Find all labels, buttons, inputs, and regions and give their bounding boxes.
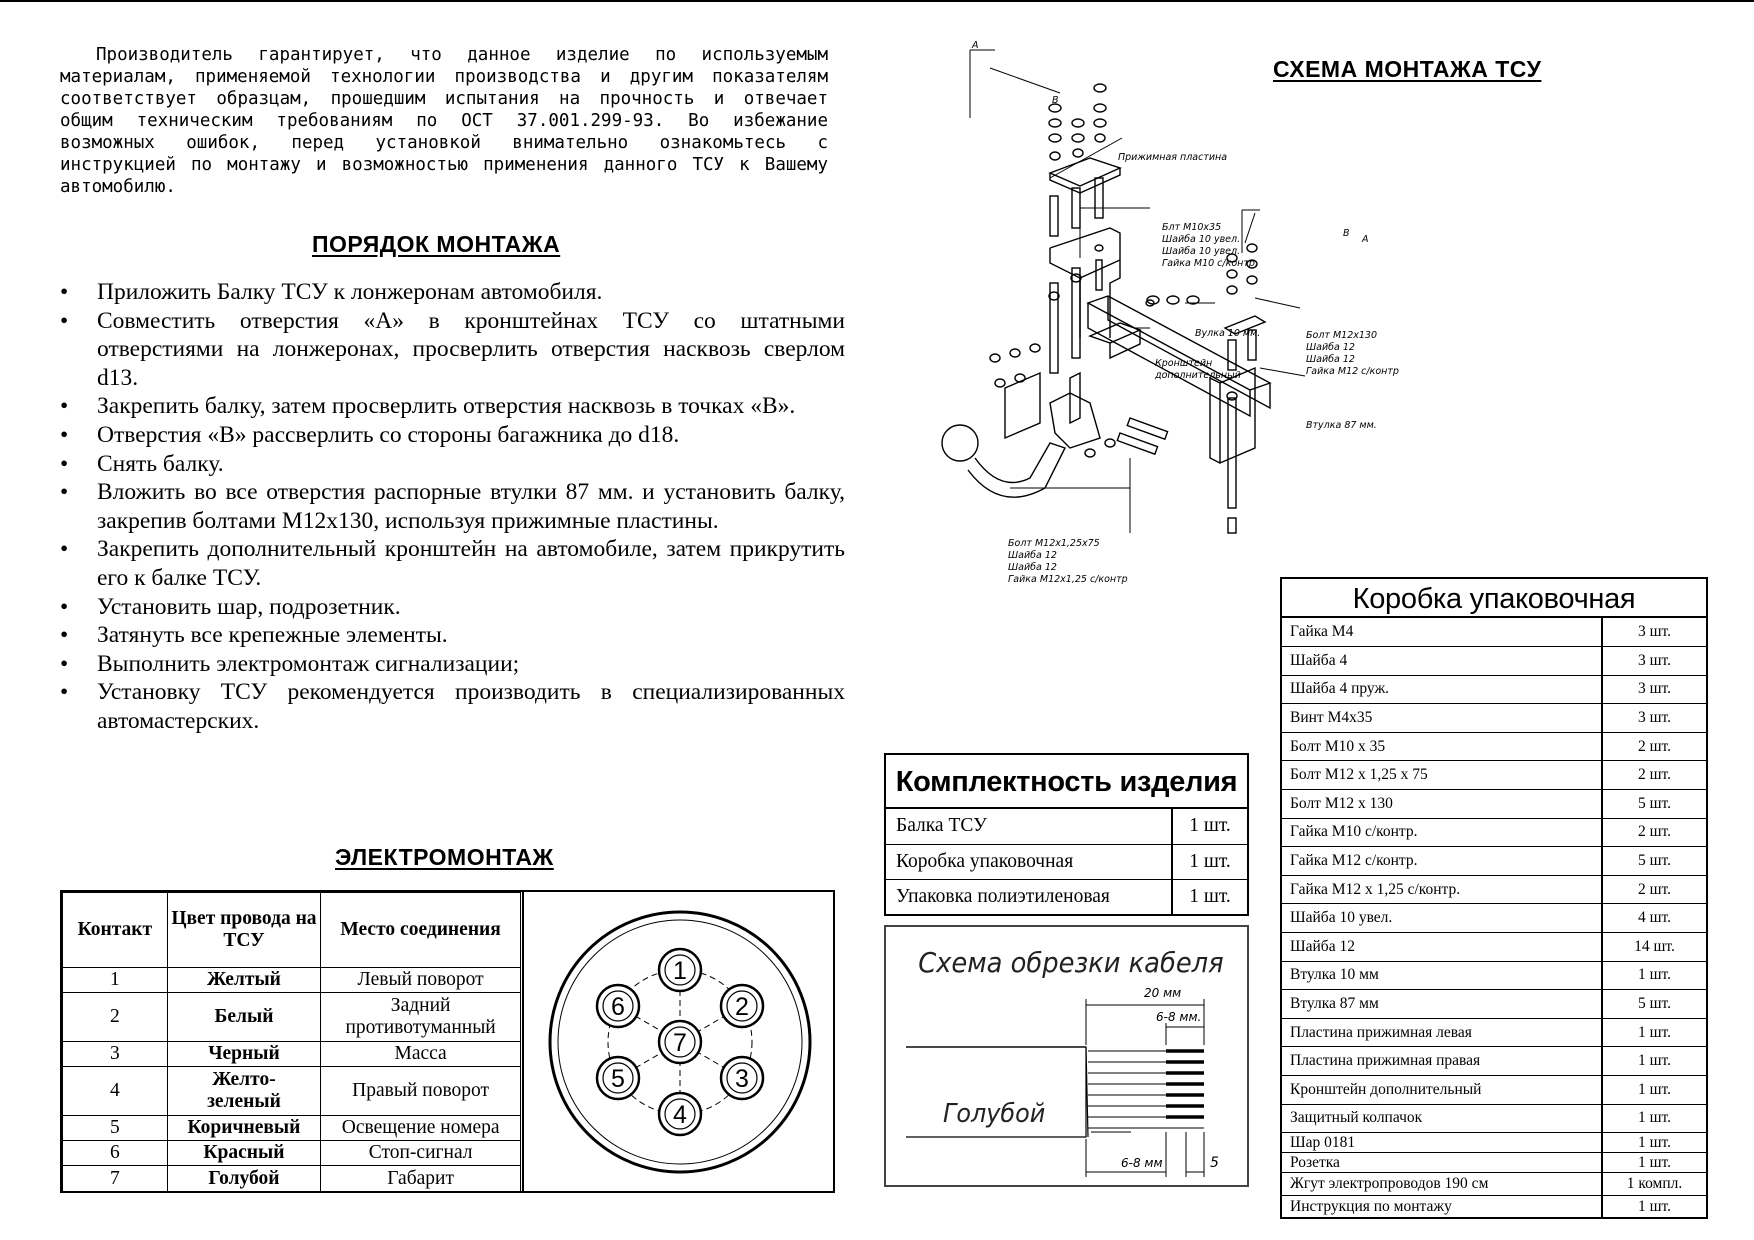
table-row	[1282, 1153, 1706, 1173]
wire-color-cell: Желтый	[167, 968, 321, 993]
cable-cut-drawing	[886, 927, 1247, 1185]
montage-step	[58, 621, 845, 650]
label-washer-10b: Шайба 10 увел.	[1162, 246, 1241, 257]
item-name: Гайка М12 с/контр.	[1282, 847, 1602, 876]
montage-step	[58, 450, 845, 479]
connection-cell: Левый поворот	[321, 968, 521, 993]
item-qty: 5 шт.	[1602, 790, 1706, 819]
top-border-line	[0, 0, 1754, 2]
wiring-table-box	[60, 890, 835, 1193]
pin-1-label: 1	[673, 957, 687, 985]
dim-5: 5	[1210, 1155, 1219, 1171]
left-hardware-stack	[1049, 84, 1120, 373]
contact-cell: 1	[63, 968, 168, 993]
bullet-icon: •	[60, 536, 69, 563]
item-name: Кронштейн дополнительный	[1282, 1076, 1602, 1105]
connection-cell: Стоп-сигнал	[321, 1141, 521, 1166]
item-name: Болт М12 х 1,25 х 75	[1282, 761, 1602, 790]
packaging-title: Коробка упаковочная	[1282, 579, 1706, 618]
pin-2-label: 2	[735, 993, 749, 1021]
table-row	[63, 1141, 521, 1166]
bullet-icon: •	[60, 650, 69, 677]
label-b-right: B	[1343, 228, 1350, 239]
item-qty: 1 компл.	[1602, 1173, 1706, 1196]
contact-cell: 7	[63, 1166, 168, 1192]
montage-step-text: Закрепить балку, затем просверлить отверстия насквозь в точках «В».	[97, 393, 796, 420]
connection-cell: Задний противотуманный	[321, 993, 521, 1042]
item-qty: 4 шт.	[1602, 904, 1706, 933]
item-qty: 2 шт.	[1602, 875, 1706, 904]
label-bracket-1: Кронштейн	[1155, 358, 1213, 369]
label-bolt-m10: Блт М10х35	[1162, 222, 1222, 233]
completeness-title: Комплектность изделия	[886, 755, 1247, 809]
table-row	[1282, 990, 1706, 1019]
bullet-icon: •	[60, 593, 69, 620]
table-row	[1282, 847, 1706, 876]
table-row	[63, 1042, 521, 1067]
mounting-scheme-drawing	[972, 38, 1570, 598]
table-row	[1282, 647, 1706, 676]
table-row	[1282, 761, 1706, 790]
montage-step	[58, 593, 845, 622]
label-nut-m10: Гайка М10 с/контр.	[1162, 258, 1258, 269]
socket-pin-diagram	[522, 892, 835, 1191]
table-row	[1282, 961, 1706, 990]
montage-step	[58, 535, 845, 592]
item-name: Пластина прижимная левая	[1282, 1018, 1602, 1047]
item-qty: 1 шт.	[1602, 961, 1706, 990]
label-b-left: B	[1052, 95, 1059, 106]
leader-lines	[970, 50, 1305, 533]
table-row	[886, 844, 1247, 879]
table-row	[1282, 1196, 1706, 1219]
completeness-box	[884, 753, 1249, 916]
label-nut-m125: Гайка М12х1,25 с/контр	[1008, 574, 1128, 585]
item-qty: 1 шт.	[1602, 1196, 1706, 1219]
montage-steps-list	[58, 278, 845, 736]
pin-7	[659, 1021, 701, 1063]
table-row	[1282, 875, 1706, 904]
packaging-table-body	[1282, 618, 1706, 1219]
item-name: Пластина прижимная правая	[1282, 1047, 1602, 1076]
table-row	[1282, 790, 1706, 819]
pin-5-label: 5	[611, 1065, 625, 1093]
label-nut-m12: Гайка М12 с/контр	[1306, 366, 1399, 377]
item-name: Болт М10 х 35	[1282, 732, 1602, 761]
table-row	[1282, 818, 1706, 847]
bullet-icon: •	[60, 622, 69, 649]
item-name: Шайба 12	[1282, 933, 1602, 962]
item-qty: 1 шт.	[1602, 1153, 1706, 1173]
table-row	[1282, 618, 1706, 647]
item-qty: 3 шт.	[1602, 675, 1706, 704]
label-washer-10a: Шайба 10 увел.	[1162, 234, 1241, 245]
electro-title: ЭЛЕКТРОМОНТАЖ	[335, 844, 554, 870]
item-qty: 1 шт.	[1602, 1047, 1706, 1076]
label-washer-12c: Шайба 12	[1008, 550, 1057, 561]
socket-diagram-svg	[524, 892, 837, 1191]
connection-cell: Масса	[321, 1042, 521, 1067]
contact-cell: 2	[63, 993, 168, 1042]
label-sleeve-87: Втулка 87 мм.	[1306, 420, 1377, 431]
warranty-text: Производитель гарантирует, что данное изделие по используемым материалам, применяемой технологии производства и другим показателям соответствует образцам, прошедшим испытания на прочность и отвечает общим техническим требованиям по ОСТ 37.001.299-93. Во избежание возможных ошибок, перед установкой внимательно ознакомьтесь с инструкцией по монтажу и возможностью применения данного ТСУ к Вашему автомобилю.	[60, 45, 828, 197]
wire-color-cell: Коричневый	[167, 1116, 321, 1141]
bullet-icon: •	[60, 479, 69, 506]
item-name: Гайка М10 с/контр.	[1282, 818, 1602, 847]
table-row	[1282, 1173, 1706, 1196]
bullet-icon: •	[60, 450, 69, 477]
mounting-scheme-title: СХЕМА МОНТАЖА ТСУ	[1273, 56, 1542, 82]
wiring-table	[62, 892, 521, 1192]
montage-order-title: ПОРЯДОК МОНТАЖА	[312, 231, 561, 257]
dim-6-8mm-bottom: 6-8 мм	[1121, 1156, 1163, 1170]
dimension-lines	[1086, 999, 1204, 1177]
table-row	[1282, 704, 1706, 733]
item-qty: 5 шт.	[1602, 847, 1706, 876]
wire-color-cell: Желто-зеленый	[167, 1067, 321, 1116]
montage-step-text: Вложить во все отверстия распорные втулки 87 мм. и установить балку, закрепив болтами М12х130, используя прижимные пластины.	[97, 479, 845, 534]
item-qty: 2 шт.	[1602, 732, 1706, 761]
label-clamp-plate: Прижимная пластина	[1118, 152, 1228, 163]
item-qty: 3 шт.	[1602, 647, 1706, 676]
pin-5	[597, 1057, 639, 1099]
label-a-right: A	[1362, 234, 1369, 245]
pin-6	[597, 985, 639, 1027]
montage-step-text: Приложить Балку ТСУ к лонжеронам автомобиля.	[97, 279, 603, 305]
wire-color-cell: Голубой	[167, 1166, 321, 1192]
table-row	[886, 809, 1247, 844]
label-washer-12a: Шайба 12	[1306, 342, 1355, 353]
table-row	[886, 879, 1247, 914]
item-name: Защитный колпачок	[1282, 1104, 1602, 1133]
contact-cell: 3	[63, 1042, 168, 1067]
pin-2	[721, 985, 763, 1027]
connection-cell: Освещение номера	[321, 1116, 521, 1141]
label-washer-12b: Шайба 12	[1306, 354, 1355, 365]
item-name: Инструкция по монтажу	[1282, 1196, 1602, 1219]
item-qty: 2 шт.	[1602, 818, 1706, 847]
pin-1	[659, 949, 701, 991]
pin-3	[721, 1057, 763, 1099]
wire-color-cell: Красный	[167, 1141, 321, 1166]
label-a-left: A	[972, 40, 979, 51]
montage-step-text: Выполнить электромонтаж сигнализации;	[97, 650, 520, 677]
table-row	[63, 968, 521, 993]
table-row	[63, 1116, 521, 1141]
table-row	[1282, 1104, 1706, 1133]
table-row	[63, 1067, 521, 1116]
table-row	[1282, 933, 1706, 962]
cable-dimension-labels	[943, 986, 1219, 1171]
label-bracket-2: дополнительный	[1155, 370, 1241, 381]
bullet-icon: •	[60, 421, 69, 448]
pin-7-label: 7	[673, 1029, 687, 1057]
packaging-table	[1282, 618, 1706, 1219]
dim-20mm: 20 мм	[1144, 986, 1182, 1000]
table-header-row	[63, 893, 521, 968]
montage-step	[58, 478, 845, 535]
montage-step	[58, 421, 845, 450]
item-qty: 1 шт.	[1172, 809, 1247, 844]
tow-ball-mount	[942, 344, 1168, 497]
montage-step-text: Установку ТСУ рекомендуется производить в специализированных автомастерских.	[97, 679, 845, 734]
item-name: Втулка 10 мм	[1282, 961, 1602, 990]
item-name: Коробка упаковочная	[886, 844, 1172, 879]
montage-step-text: Совместить отверстия «А» в кронштейнах ТСУ со штатными отверстиями на лонжеронах, просверлить отверстия насквозь сверлом d13.	[97, 307, 845, 391]
right-bracket	[1210, 244, 1265, 533]
bullet-icon: •	[60, 679, 69, 706]
item-name: Гайка М4	[1290, 623, 1354, 641]
contact-cell: 6	[63, 1141, 168, 1166]
label-bolt-m125: Болт М12х1,25х75	[1008, 538, 1100, 549]
item-name: Шар 0181	[1282, 1133, 1602, 1153]
pin-4-label: 4	[673, 1101, 687, 1129]
montage-step-text: Затянуть все крепежные элементы.	[97, 622, 448, 649]
table-row	[1282, 904, 1706, 933]
table-row	[1282, 1047, 1706, 1076]
bullet-icon: •	[60, 393, 69, 420]
table-row	[1282, 732, 1706, 761]
scheme-labels	[971, 40, 1399, 585]
item-qty: 1 шт.	[1172, 879, 1247, 914]
montage-step	[58, 678, 845, 735]
stripped-wire-ends	[1166, 1051, 1204, 1117]
item-qty: 3 шт.	[1602, 704, 1706, 733]
pin-3-label: 3	[735, 1065, 749, 1093]
montage-step	[58, 392, 845, 421]
label-sleeve-10: Вулка 10 мм.	[1195, 328, 1261, 339]
column-header-connection: Место соединения	[321, 893, 521, 968]
montage-step-text: Отверстия «В» рассверлить со стороны багажника до d18.	[97, 421, 680, 448]
cable-scheme-title: Схема обрезки кабеля	[918, 947, 1224, 980]
bullet-icon: •	[60, 279, 69, 305]
item-name: Шайба 4 пруж.	[1282, 675, 1602, 704]
table-row	[1282, 1133, 1706, 1153]
label-washer-12d: Шайба 12	[1008, 562, 1057, 573]
bullet-icon: •	[60, 307, 69, 334]
item-qty: 3 шт.	[1602, 618, 1706, 647]
item-name: Шайба 4	[1282, 647, 1602, 676]
montage-step	[58, 278, 845, 307]
wire-color-cell: Белый	[167, 993, 321, 1042]
item-name: Розетка	[1282, 1153, 1602, 1173]
item-qty: 1 шт.	[1602, 1018, 1706, 1047]
table-row	[1282, 1018, 1706, 1047]
table-row	[63, 993, 521, 1042]
item-qty: 1 шт.	[1602, 1133, 1706, 1153]
label-bolt-m12: Болт М12х130	[1306, 330, 1377, 341]
pin-6-label: 6	[611, 993, 625, 1021]
montage-step-text: Установить шар, подрозетник.	[97, 593, 401, 620]
item-qty: 5 шт.	[1602, 990, 1706, 1019]
packaging-box	[1280, 577, 1708, 1219]
montage-step	[58, 650, 845, 679]
column-header-contact: Контакт	[63, 893, 168, 968]
item-name: Шайба 10 увел.	[1282, 904, 1602, 933]
item-name: Втулка 87 мм	[1282, 990, 1602, 1019]
item-name: Винт М4х35	[1282, 704, 1602, 733]
wire-color-label: Голубой	[943, 1098, 1046, 1129]
connection-cell: Правый поворот	[321, 1067, 521, 1116]
completeness-table	[886, 809, 1247, 914]
pin-4	[659, 1093, 701, 1135]
contact-cell: 4	[63, 1067, 168, 1116]
item-name: Балка ТСУ	[896, 815, 987, 837]
table-row	[1282, 1076, 1706, 1105]
item-name: Болт М12 х 130	[1282, 790, 1602, 819]
item-qty: 1 шт.	[1602, 1076, 1706, 1105]
item-name: Упаковка полиэтиленовая	[886, 879, 1172, 914]
item-qty: 14 шт.	[1602, 933, 1706, 962]
column-header-wire-color: Цвет провода на ТСУ	[167, 893, 321, 968]
montage-step-text: Снять балку.	[97, 450, 224, 477]
dim-6-8mm-top: 6-8 мм.	[1156, 1010, 1202, 1024]
cable-cut-scheme-box	[884, 925, 1249, 1187]
contact-cell: 5	[63, 1116, 168, 1141]
connection-cell: Габарит	[321, 1166, 521, 1192]
item-qty: 1 шт.	[1602, 1104, 1706, 1133]
table-row	[63, 1166, 521, 1192]
montage-step	[58, 307, 845, 393]
item-qty: 1 шт.	[1172, 844, 1247, 879]
item-name: Гайка М12 х 1,25 с/контр.	[1282, 875, 1602, 904]
montage-step-text: Закрепить дополнительный кронштейн на автомобиле, затем прикрутить его к балке ТСУ.	[97, 536, 845, 591]
item-qty: 2 шт.	[1602, 761, 1706, 790]
wire-color-cell: Черный	[167, 1042, 321, 1067]
item-name: Жгут электропроводов 190 см	[1282, 1173, 1602, 1196]
table-row	[1282, 675, 1706, 704]
